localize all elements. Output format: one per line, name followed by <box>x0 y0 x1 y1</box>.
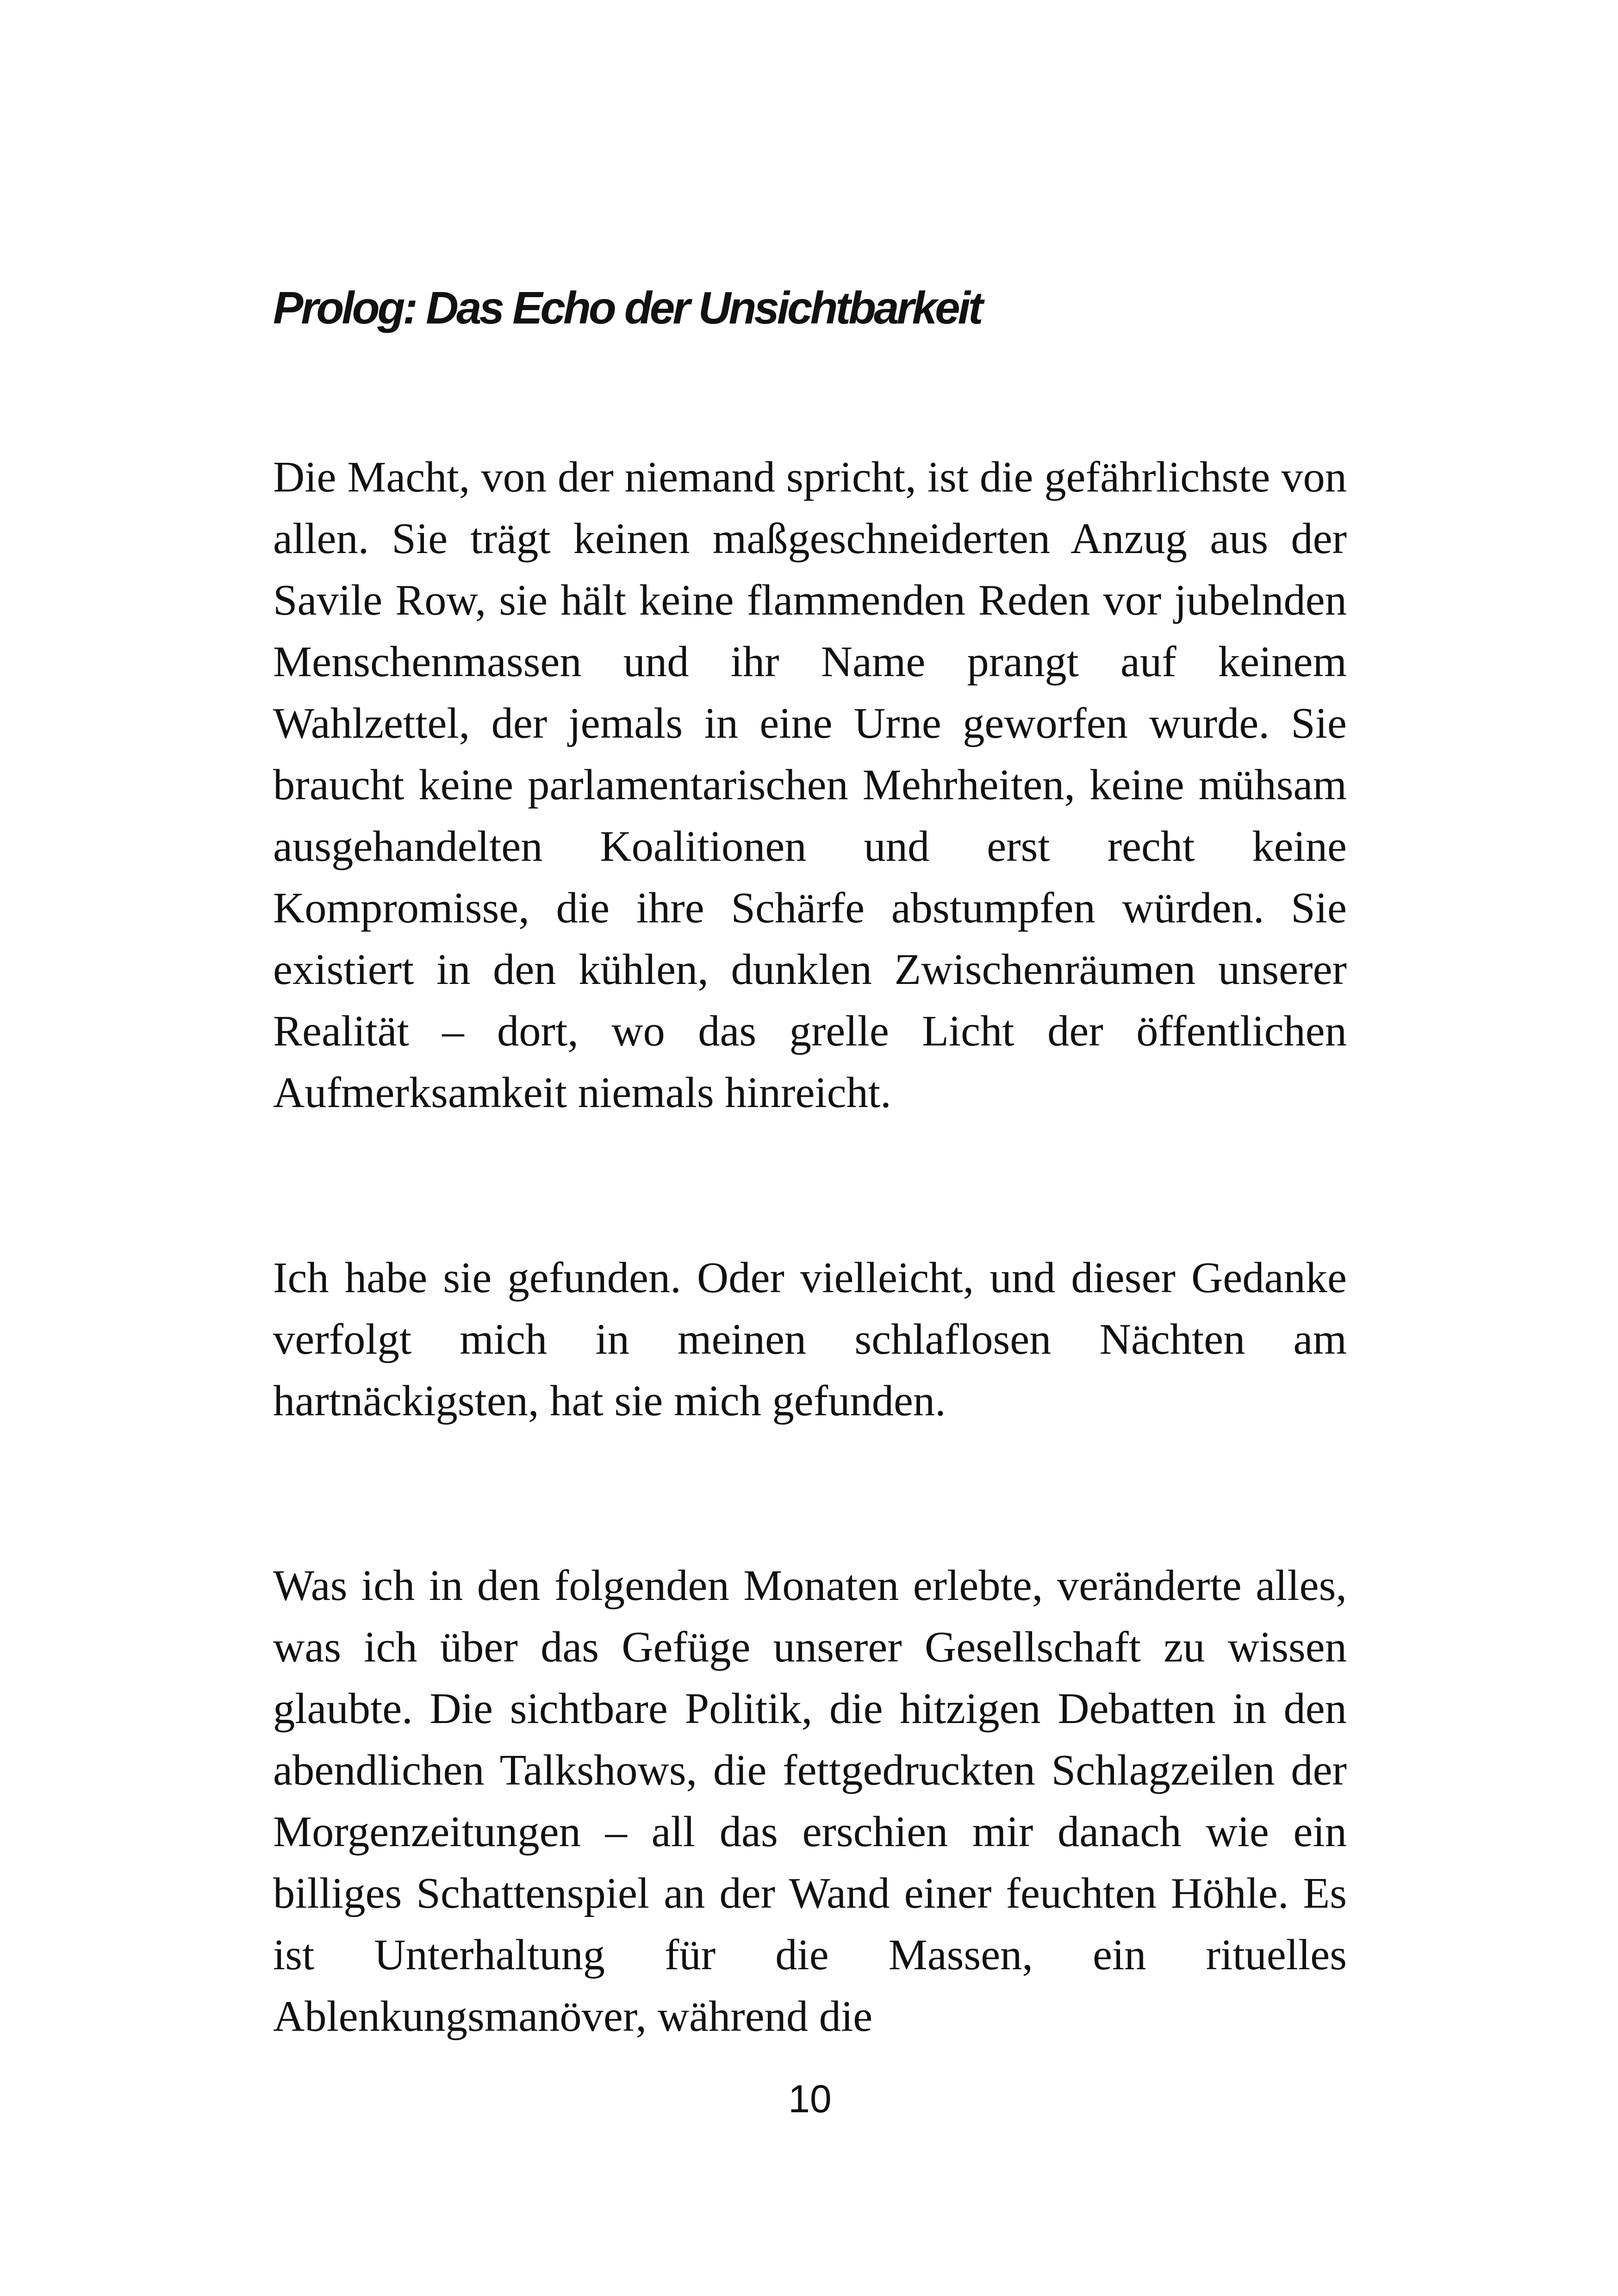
paragraph-3: Was ich in den folgenden Monaten erlebte, veränderte alles, was ich über das Gefüge unserer Gesellschaft zu wissen glaubte. Die sichtbare Politik, die hitzigen Debatten in den abendlichen Talkshows, die fettgedruckten Schlagzeilen der Morgenzeitungen – all das erschien mir danach wie ein billiges Schattenspiel an der Wand einer feuchten Höhle. Es ist Unterhaltung für die Massen, ein rituelles Ablenkungsmanöver, während die <box>273 1562 1347 2041</box>
chapter-title: Prolog: Das Echo der Unsichtbarkeit <box>273 282 981 333</box>
paragraph-2: Ich habe sie gefunden. Oder vielleicht, und dieser Gedanke verfolgt mich in meinen schlaflosen Nächten am hartnäckigsten, hat sie mich gefunden. <box>273 1254 1347 1425</box>
page-number: 10 <box>788 2077 832 2121</box>
paragraph-1: Die Macht, von der niemand spricht, ist die gefährlichste von allen. Sie trägt keinen maßgeschneiderten Anzug aus der Savile Row, sie hält keine flammenden Reden vor jubelnden Menschenmassen und ihr Name prangt auf keinem Wahlzettel, der jemals in eine Urne geworfen wurde. Sie braucht keine parlamentarischen Mehrheiten, keine mühsam ausgehandelten Koalitionen und erst recht keine Kompromisse, die ihre Schärfe abstumpfen würden. Sie existiert in den kühlen, dunklen Zwischenräumen unserer Realität – dort, wo das grelle Licht der öffentlichen Aufmerksamkeit niemals hinreicht. <box>273 453 1347 1117</box>
